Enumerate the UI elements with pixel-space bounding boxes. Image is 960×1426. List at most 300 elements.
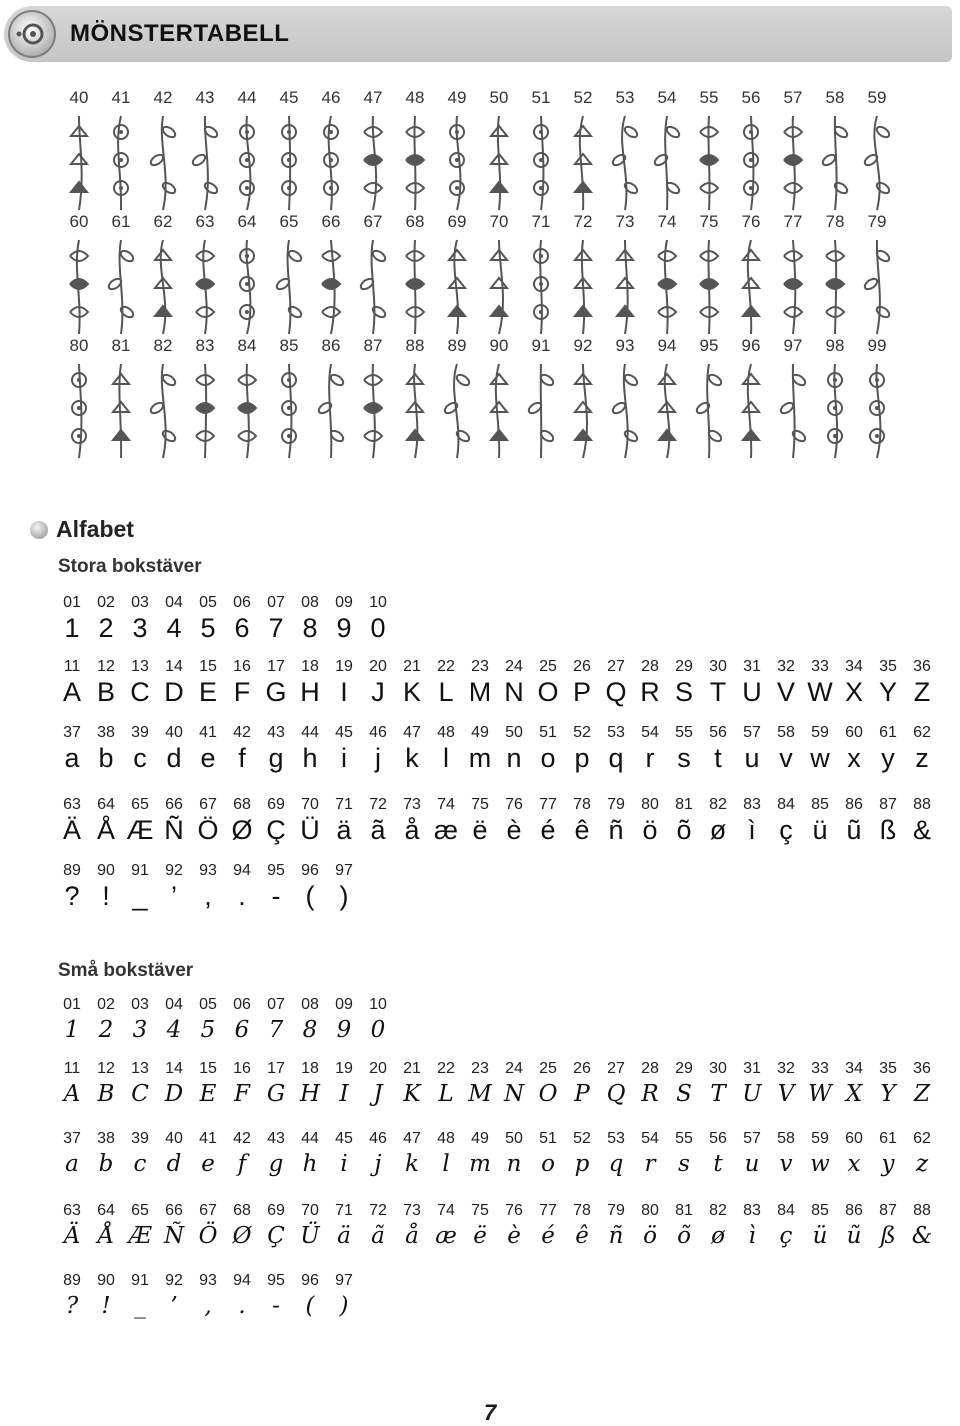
letter-number: 07: [267, 996, 285, 1013]
letter-number: 43: [267, 724, 285, 741]
letter-glyph: F: [234, 1081, 250, 1107]
letter-glyph: H: [300, 677, 320, 707]
pattern-number-41: 41: [111, 88, 131, 107]
pattern-number-42: 42: [153, 88, 173, 107]
letter-number: 81: [675, 796, 693, 813]
letter-glyph: q: [608, 743, 624, 773]
page-number: 7: [484, 1400, 497, 1425]
leaf-pair-icon: [142, 238, 184, 336]
letter-glyph: 3: [132, 613, 148, 643]
letter-number: 30: [709, 1060, 727, 1077]
leaf-swirl-icon: [856, 114, 898, 212]
script-subheading: Små bokstäver: [58, 960, 194, 981]
letter-glyph: ì: [748, 1223, 756, 1249]
letter-glyph: G: [266, 1081, 286, 1107]
pattern-number-52: 52: [573, 88, 593, 107]
pattern-number-50: 50: [489, 88, 509, 107]
letter-glyph: 1: [64, 613, 80, 643]
block-subheading: Stora bokstäver: [58, 556, 202, 577]
letter-glyph: 4: [166, 613, 182, 643]
letter-number: 66: [165, 796, 183, 813]
letter-number: 04: [165, 996, 183, 1013]
letter-number: 21: [403, 1060, 421, 1077]
letter-number: 88: [913, 796, 931, 813]
alphabet-characters: [55, 814, 945, 846]
pattern-number-49: 49: [447, 88, 467, 107]
letter-number: 95: [267, 1272, 285, 1289]
letter-glyph: w: [810, 1151, 830, 1177]
letter-number: 33: [811, 658, 829, 675]
letter-number: 49: [471, 1130, 489, 1147]
letter-number: 34: [845, 658, 863, 675]
pattern-number-79: 79: [867, 212, 887, 231]
pattern-number-62: 62: [153, 212, 173, 231]
letter-number: 25: [539, 1060, 557, 1077]
letter-number: 16: [233, 1060, 251, 1077]
letter-glyph: Å: [97, 1223, 115, 1249]
letter-glyph: Ü: [300, 815, 320, 845]
letter-glyph: Ä: [62, 815, 81, 845]
bullet-icon: [30, 521, 48, 539]
block-alphabet-row-5: [55, 862, 945, 912]
pattern-number-67: 67: [363, 212, 383, 231]
letter-glyph: (: [305, 881, 315, 911]
letter-number: 28: [641, 1060, 659, 1077]
pattern-number-64: 64: [237, 212, 257, 231]
letter-glyph: G: [265, 677, 287, 707]
letter-number: 34: [845, 1060, 863, 1077]
bead-cross-icon: [352, 238, 394, 336]
letter-number: 56: [709, 1130, 727, 1147]
letter-glyph: 9: [336, 1017, 352, 1043]
letter-number: 70: [301, 1202, 319, 1219]
letter-glyph: C: [130, 677, 150, 707]
letter-glyph: d: [166, 743, 182, 773]
letter-number: 46: [369, 1130, 387, 1147]
letter-number: 10: [369, 594, 387, 611]
letter-glyph: ì: [748, 815, 756, 845]
letter-number: 79: [607, 796, 625, 813]
letter-glyph: O: [538, 1081, 558, 1107]
pattern-number-71: 71: [531, 212, 551, 231]
letter-number: 59: [811, 724, 829, 741]
letter-glyph: L: [438, 1081, 454, 1107]
letter-glyph: _: [132, 881, 148, 911]
letter-glyph: .: [238, 881, 246, 911]
letter-number: 65: [131, 796, 149, 813]
letter-glyph: Z: [914, 1081, 930, 1107]
letter-glyph: 6: [234, 613, 250, 643]
flower-cup-icon: [520, 362, 562, 460]
letter-number: 02: [97, 996, 115, 1013]
letter-glyph: 7: [268, 1017, 284, 1043]
letter-number: 55: [675, 724, 693, 741]
letter-number: 85: [811, 796, 829, 813]
letter-glyph: V: [777, 1081, 795, 1107]
letter-glyph: n: [506, 1151, 522, 1177]
letter-glyph: 9: [336, 613, 352, 643]
letter-number: 90: [97, 1272, 115, 1289]
letter-number: 19: [335, 658, 353, 675]
letter-glyph: ê: [575, 1223, 589, 1249]
letter-glyph: e: [200, 743, 216, 773]
pattern-motifs: [58, 362, 938, 460]
letter-number: 73: [403, 1202, 421, 1219]
vine-heart-2-icon: [814, 114, 856, 212]
pattern-number-84: 84: [237, 336, 257, 355]
letter-glyph: q: [608, 1151, 624, 1177]
letter-glyph: ö: [643, 1223, 657, 1249]
letter-glyph: j: [375, 743, 381, 773]
letter-number: 72: [369, 796, 387, 813]
letter-glyph: B: [97, 1081, 115, 1107]
letter-glyph: 0: [370, 613, 386, 643]
letter-number: 82: [709, 1202, 727, 1219]
heart-outline-icon: [226, 362, 268, 460]
letter-number: 59: [811, 1130, 829, 1147]
letter-number: 46: [369, 724, 387, 741]
flag-key-icon: [100, 362, 142, 460]
letter-glyph: T: [709, 677, 727, 707]
letter-glyph: Z: [913, 677, 931, 707]
letter-glyph: ë: [473, 1223, 487, 1249]
letter-number: 35: [879, 1060, 897, 1077]
letter-glyph: æ: [435, 1223, 457, 1249]
letter-number: 29: [675, 658, 693, 675]
letter-number: 49: [471, 724, 489, 741]
pattern-number-46: 46: [321, 88, 341, 107]
letter-number: 67: [199, 1202, 217, 1219]
vine-leaf-icon: [58, 114, 100, 212]
letter-number: 78: [573, 1202, 591, 1219]
letter-number: 75: [471, 796, 489, 813]
letter-glyph: Ü: [300, 1223, 320, 1249]
letter-glyph: R: [641, 1081, 659, 1107]
letter-glyph: Y: [880, 1081, 896, 1107]
letter-glyph: ç: [779, 1223, 793, 1249]
letter-number: 97: [335, 1272, 353, 1289]
letter-number: 50: [505, 724, 523, 741]
letter-glyph: e: [201, 1151, 215, 1177]
key-meander-icon: [604, 238, 646, 336]
pattern-number-81: 81: [111, 336, 131, 355]
letter-number: 17: [267, 658, 285, 675]
pattern-number-68: 68: [405, 212, 425, 231]
letter-glyph: 4: [166, 1017, 182, 1043]
letter-glyph: é: [541, 1223, 555, 1249]
pattern-number-54: 54: [657, 88, 677, 107]
letter-glyph: ç: [779, 815, 793, 845]
letter-glyph: ã: [371, 1223, 385, 1249]
bird-flower-icon: [478, 362, 520, 460]
letter-number: 62: [913, 724, 931, 741]
letter-number: 93: [199, 862, 217, 879]
pattern-number-48: 48: [405, 88, 425, 107]
letter-glyph: ,: [204, 881, 212, 911]
letter-number: 19: [335, 1060, 353, 1077]
letter-number: 68: [233, 796, 251, 813]
letter-number: 08: [301, 594, 319, 611]
letter-glyph: J: [371, 677, 385, 707]
letter-glyph: Q: [605, 677, 627, 707]
page-header: [4, 6, 952, 62]
letter-glyph: 8: [302, 1017, 318, 1043]
cat-sitting-icon: [772, 362, 814, 460]
letter-glyph: Ç: [266, 815, 286, 845]
pattern-number-58: 58: [825, 88, 845, 107]
letter-glyph: r: [644, 1151, 656, 1177]
letter-glyph: 8: [302, 613, 318, 643]
vine-tulip-icon: [142, 114, 184, 212]
vine-swirl-icon: [226, 114, 268, 212]
letter-glyph: 7: [268, 613, 284, 643]
letter-number: 57: [743, 724, 761, 741]
fern-leaf-icon: [268, 114, 310, 212]
letter-glyph: c: [133, 1151, 147, 1177]
letter-glyph: è: [506, 815, 522, 845]
letter-number: 07: [267, 594, 285, 611]
letter-glyph: z: [915, 743, 929, 773]
snowflake-blocks-icon: [730, 114, 772, 212]
vine-outline-icon: [352, 114, 394, 212]
holly-leaf-icon: [226, 238, 268, 336]
alphabet-characters: [55, 1014, 945, 1046]
letter-number: 37: [63, 724, 81, 741]
pattern-number-47: 47: [363, 88, 383, 107]
pattern-number-99: 99: [867, 336, 887, 355]
letter-number: 69: [267, 1202, 285, 1219]
letter-number: 26: [573, 1060, 591, 1077]
letter-glyph: T: [710, 1081, 726, 1107]
bird-icon: [436, 362, 478, 460]
pattern-number-89: 89: [447, 336, 467, 355]
pattern-number-90: 90: [489, 336, 509, 355]
letter-number: 53: [607, 1130, 625, 1147]
letter-glyph: ä: [336, 815, 352, 845]
letter-number: 48: [437, 724, 455, 741]
letter-glyph: g: [268, 743, 284, 773]
daisy-chain-icon: [436, 114, 478, 212]
letter-number: 79: [607, 1202, 625, 1219]
letter-glyph: p: [574, 743, 590, 773]
wheat-stalk-icon: [310, 114, 352, 212]
letter-glyph: Ä: [63, 1223, 81, 1249]
letter-glyph: B: [96, 677, 115, 707]
letter-glyph: ë: [472, 815, 488, 845]
letter-number: 40: [165, 1130, 183, 1147]
letter-glyph: ü: [812, 1223, 828, 1249]
letter-glyph: C: [131, 1081, 149, 1107]
pattern-number-77: 77: [783, 212, 803, 231]
letter-glyph: h: [302, 1151, 318, 1177]
letter-glyph: ’: [171, 881, 177, 911]
letter-number: 36: [913, 658, 931, 675]
script-alphabet-row-5: [55, 1272, 945, 1322]
letter-glyph: ũ: [846, 1223, 862, 1249]
tennis-ball-icon: [394, 362, 436, 460]
letter-number: 27: [607, 658, 625, 675]
letter-glyph: _: [134, 1293, 146, 1319]
letter-number: 65: [131, 1202, 149, 1219]
letter-glyph: õ: [677, 1223, 691, 1249]
letter-number: 77: [539, 1202, 557, 1219]
cat-icon: [688, 362, 730, 460]
letter-glyph: h: [302, 743, 318, 773]
letter-glyph: u: [744, 1151, 760, 1177]
letter-glyph: H: [299, 1081, 321, 1107]
letter-number: 05: [199, 996, 217, 1013]
letter-glyph: Q: [606, 1081, 626, 1107]
letter-glyph: 5: [200, 1017, 216, 1043]
alphabet-characters: [55, 1220, 945, 1252]
letter-glyph: l: [443, 743, 449, 773]
letter-glyph: M: [468, 1081, 492, 1107]
vine-arrow-icon: [100, 114, 142, 212]
letter-glyph: ê: [574, 815, 590, 845]
pattern-motifs: [58, 238, 938, 336]
letter-glyph: I: [339, 1081, 349, 1107]
letter-number: 32: [777, 1060, 795, 1077]
letter-number: 30: [709, 658, 727, 675]
letter-number: 57: [743, 1130, 761, 1147]
letter-number: 60: [845, 1130, 863, 1147]
letter-number: 47: [403, 1130, 421, 1147]
alphabet-characters: [55, 880, 945, 912]
letter-number: 78: [573, 796, 591, 813]
letter-number: 42: [233, 724, 251, 741]
letter-glyph: Æ: [128, 1223, 152, 1249]
shell-icon: [142, 362, 184, 460]
letter-glyph: Ö: [197, 815, 219, 845]
letter-glyph: o: [541, 1151, 555, 1177]
letter-glyph: X: [845, 1081, 863, 1107]
letter-glyph: A: [63, 1081, 81, 1107]
letter-number: 06: [233, 594, 251, 611]
letter-glyph: x: [847, 743, 861, 773]
letter-number: 06: [233, 996, 251, 1013]
letter-number: 52: [573, 724, 591, 741]
letter-number: 84: [777, 1202, 795, 1219]
letter-number: 23: [471, 1060, 489, 1077]
letter-glyph: &: [911, 1223, 933, 1249]
letter-glyph: V: [776, 677, 795, 707]
letter-number: 63: [63, 796, 81, 813]
letter-glyph: u: [744, 743, 760, 773]
letter-glyph: b: [98, 743, 114, 773]
alphabet-numbers: [55, 594, 945, 612]
letter-number: 86: [845, 1202, 863, 1219]
rose-vine-2-icon: [604, 114, 646, 212]
letter-glyph: Å: [96, 815, 115, 845]
letter-glyph: s: [677, 743, 691, 773]
pattern-number-96: 96: [741, 336, 761, 355]
letter-number: 60: [845, 724, 863, 741]
letter-number: 54: [641, 1130, 659, 1147]
letter-number: 75: [471, 1202, 489, 1219]
letter-glyph: !: [102, 881, 110, 911]
letter-number: 74: [437, 796, 455, 813]
scroll-motif-icon: [310, 238, 352, 336]
letter-number: 52: [573, 1130, 591, 1147]
letter-glyph: .: [238, 1293, 246, 1319]
letter-glyph: æ: [433, 815, 458, 845]
letter-glyph: ø: [709, 815, 727, 845]
letter-glyph: ): [339, 881, 349, 911]
pattern-number-65: 65: [279, 212, 299, 231]
letter-glyph: 2: [98, 1017, 114, 1043]
sewing-pattern-icon: [8, 10, 56, 58]
alphabet-numbers: [55, 1060, 945, 1078]
alphabet-numbers: [55, 724, 945, 742]
letter-number: 87: [879, 796, 897, 813]
block-alphabet-row-2: [55, 658, 945, 708]
alphabet-numbers: [55, 862, 945, 880]
letter-glyph: 5: [200, 613, 216, 643]
letter-number: 03: [131, 996, 149, 1013]
letter-number: 44: [301, 1130, 319, 1147]
pattern-number-92: 92: [573, 336, 593, 355]
alphabet-characters: [55, 1148, 945, 1180]
letter-number: 76: [505, 1202, 523, 1219]
rooster-icon: [646, 362, 688, 460]
wave-fan-icon: [436, 238, 478, 336]
letter-glyph: m: [468, 743, 492, 773]
letter-number: 87: [879, 1202, 897, 1219]
letter-glyph: ,: [204, 1293, 212, 1319]
pattern-number-80: 80: [69, 336, 89, 355]
letter-glyph: ’: [170, 1293, 178, 1319]
letter-number: 80: [641, 1202, 659, 1219]
letter-number: 88: [913, 1202, 931, 1219]
letter-glyph: f: [237, 1151, 247, 1177]
letter-glyph: k: [405, 743, 419, 773]
letter-glyph: U: [742, 1081, 762, 1107]
letter-glyph: P: [574, 1081, 590, 1107]
letter-number: 26: [573, 658, 591, 675]
letter-number: 63: [63, 1202, 81, 1219]
letter-number: 31: [743, 658, 761, 675]
alphabet-numbers: [55, 1272, 945, 1290]
letter-number: 35: [879, 658, 897, 675]
block-alphabet-row-4: [55, 796, 945, 846]
pattern-numbers: [58, 212, 938, 234]
letter-number: 18: [301, 1060, 319, 1077]
script-alphabet-row-4: [55, 1202, 945, 1252]
dolphin-icon: [856, 362, 898, 460]
letter-glyph: t: [713, 1151, 723, 1177]
pattern-number-87: 87: [363, 336, 383, 355]
letter-glyph: g: [268, 1151, 284, 1177]
letter-number: 96: [301, 862, 319, 879]
pattern-number-97: 97: [783, 336, 803, 355]
pattern-number-56: 56: [741, 88, 761, 107]
letter-number: 39: [131, 724, 149, 741]
pattern-number-73: 73: [615, 212, 635, 231]
letter-glyph: (: [305, 1293, 315, 1319]
ornament-link-icon: [394, 238, 436, 336]
letter-glyph: é: [540, 815, 556, 845]
alphabet-numbers: [55, 996, 945, 1014]
letter-number: 71: [335, 796, 353, 813]
letter-number: 44: [301, 724, 319, 741]
letter-number: 29: [675, 1060, 693, 1077]
alphabet-characters: [55, 742, 945, 774]
letter-number: 33: [811, 1060, 829, 1077]
pattern-number-51: 51: [531, 88, 551, 107]
letter-glyph: S: [674, 677, 693, 707]
pattern-number-66: 66: [321, 212, 341, 231]
letter-glyph: 3: [132, 1017, 148, 1043]
